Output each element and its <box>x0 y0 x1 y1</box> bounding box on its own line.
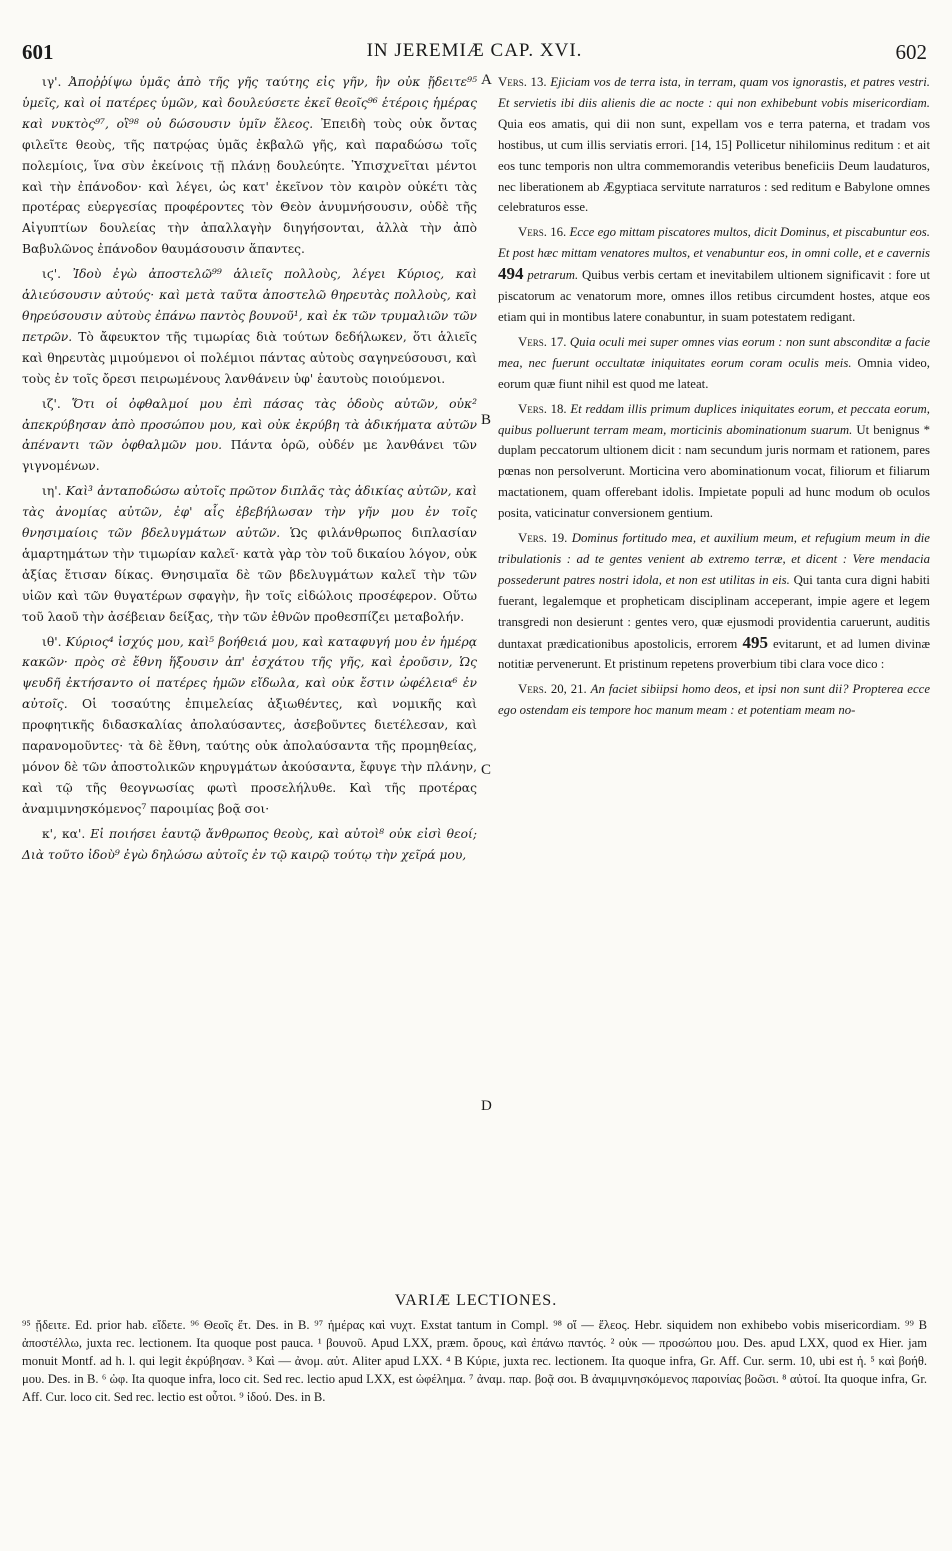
commentary: Πάντα ὁρῶ, οὐδέν με λανθάνει τῶν γιγνομένων. <box>22 438 477 474</box>
verse-text: Dominus fortitudo mea, et auxilium meum, et refugium meum in die tribulationis : ad te gentes venient ab extremo terræ, et dicent : Vere mendacia possederunt patres nostri idola, et non est utilitas in eis. <box>498 531 930 587</box>
variae-lectiones-notes: ⁹⁵ ᾔδειτε. Ed. prior hab. εἴδετε. ⁹⁶ Θεοῖς ἕτ. Des. in B. ⁹⁷ ἡμέρας καὶ νυχτ. Exstat tantum in Compl. ⁹⁸ οἵ — ἔλεος. Hebr. siquidem non exhibebo vobis misericordiam. ⁹⁹ B ἀποστέλλω, juxta rec. lectionem. Ita quoque post pauca. ¹ βουνοῦ. Apud LXX, præm. ὄρους, καὶ ἐπάνω παντός. ² οὐκ — προσώπου μου. Des. apud LXX, quod ex Hier. jam monuit Montf. ad h. l. qui legit ἐκρύβησαν. ³ Καὶ — ἀνομ. αὐτ. Aliter apud LXX. ⁴ B Κύριε, juxta rec. lectionem. Ita quoque infra, Gr. Aff. Cur. serm. 10, ubi est ἡ. ⁵ καὶ βοήθ. μου. Des. in B. ⁶ ὠφ. Ita quoque infra, loco cit. Sed rec. lectio apud LXX, est ὠφέλημα. ⁷ ἀναμ. παρ. βοᾷ σοι. B ἀναμιμνησκόμενος παροινίας βοῶσι. ⁸ αὐτοί. Ita quoque infra, Gr. Aff. Cur. loco cit. Sed rec. lectio est οὗτοι. ⁹ ἰδού. Des. in B. <box>22 1318 927 1404</box>
commentary: Qui tanta cura digni habiti fuerant, legalemque et propheticam disciplinam acceperant, impie agere et legem transgredi non desierunt : gentes vero, quæ ejusmodi providentia caruerunt, auditis duntaxat prædicationibus apostolicis, errorem <box>498 572 930 651</box>
margin-marker-c: C <box>481 762 492 778</box>
verse-text-end: petrarum. <box>527 268 579 283</box>
column-number: 495 <box>742 632 768 652</box>
verse-number: ιη'. <box>42 484 62 499</box>
latin-verse-16 <box>498 222 930 328</box>
margin-marker-d: D <box>481 1098 492 1114</box>
greek-column <box>22 72 477 870</box>
commentary: Οἱ τοσαύτης ἐπιμελείας ἀξιωθέντες, καὶ νομικῆς καὶ προφητικῆς διδασκαλίας ἀπολαύσαντες, ἀσεβοῦντες διετέλεσαν, καὶ παρανομοῦντες· τὰ δὲ ἔθνη, ταύτης οὐκ ἀπολαύσαντα τῆς προμηθείας, μόνον δὲ τῶν ἀποστολικῶν κηρυγμάτων ἀκούσαντα, ἔφυγε τὴν πλάνην, καὶ τῷ τῆς θεογνωσίας φωτὶ προσελήλυθε. Καὶ τῆς προτέρας ἀναμιμνησκόμενος⁷ παροιμίας βοᾷ σοι· <box>22 697 477 816</box>
commentary: Omnia video, eorum quæ fiunt nihil est quod me lateat. <box>498 355 930 391</box>
verse-number: ιζ'. <box>42 396 61 411</box>
commentary-end: evitarunt, et ad lumen divinæ notitiæ pervenerunt. Et pristinum repetens proverbium tibi clara voce dico : <box>498 636 930 672</box>
verse-text: Καὶ³ ἀνταποδώσω αὐτοῖς πρῶτον διπλᾶς τὰς ἀδικίας αὐτῶν, καὶ τὰς ἀνομίας αὐτῶν, ἐφ' αἷς ἐβεβήλωσαν τὴν γῆν μου ἐν τοῖς θνησιμαίοις τῶν βδελυγμάτων αὐτῶν. <box>22 484 477 541</box>
verse-text: Ejiciam vos de terra ista, in terram, quam vos ignorastis, et patres vestri. Et servietis ibi diis alienis die ac nocte : qui non exhibebunt vobis misericordiam. <box>498 75 930 110</box>
verse-label: Vers. 18. <box>518 401 567 416</box>
commentary: Ut benignus * duplam peccatorum ultionem dicit : nam secundum juris normam et rationem, pares pœnas non persolverunt. Morticina vero abominationum vocat, filiorum et filiarum mactationem, quam offerebant idolis. Impietate populi ad hunc modum ob oculos posita, vaticinatur conversionem gentium. <box>498 422 930 521</box>
verse-text: Ecce ego mittam piscatores multos, dicit Dominus, et piscabuntur eos. Et post hæc mittam venatores multos, et venabuntur eos, in omni colle, et e cavernis <box>498 225 930 261</box>
verse-text: Ἀποῤῥίψω ὑμᾶς ἀπὸ τῆς γῆς ταύτης εἰς γῆν, ἣν οὐκ ᾔδειτε⁹⁵ ὑμεῖς, καὶ οἱ πατέρες ὑμῶν, καὶ δουλεύσετε ἐκεῖ θεοῖς⁹⁶ ἑτέροις ἡμέρας καὶ νυκτὸς⁹⁷, οἳ⁹⁸ οὐ δώσουσιν ὑμῖν ἔλεος. <box>22 75 477 131</box>
latin-verse-18 <box>498 399 930 524</box>
commentary: Quibus verbis certam et inevitabilem ultionem significavit : fore ut piscatorum ac venatorum more, omnes illos retibus circumdent hostes, atque eos etiam qui in montibus latere conabuntur, in suam potestatem redigant. <box>498 268 931 324</box>
verse-number: ιγ'. <box>42 75 62 89</box>
verse-text: Εἰ ποιήσει ἑαυτῷ ἄνθρωπος θεοὺς, καὶ αὐτοὶ⁸ οὐκ εἰσὶ θεοί; Διὰ τοῦτο ἰδοὺ⁹ ἐγὼ δηλώσω αὐτοῖς ἐν τῷ καιρῷ τούτῳ τὴν χεῖρά μου, <box>22 826 477 862</box>
verse-text: An faciet sibiipsi homo deos, et ipsi non sunt dii? Propterea ecce ego ostendam eis tempore hoc manum meam : et potentiam meam no- <box>498 682 930 718</box>
verse-number: κ', κα'. <box>42 826 86 841</box>
greek-verse-16 <box>22 264 477 389</box>
commentary: Ὡς φιλάνθρωπος διπλασίαν ἁμαρτημάτων τὴν τιμωρίαν καλεῖ· κατὰ γὰρ τὸν τοῦ δικαίου λόγον, οὐκ ἀξίας ἔτισαν δίκας. Θνησιμαῖα δὲ τῶν βδελυγμάτων καλεῖ τὴν τῶν υἱῶν καὶ τῶν θυγατέρων σφαγὴν, ἣν τοῖς εἰδώλοις προσέφερον. Οὕτω τοῦ λαοῦ τὴν ἀσέβειαν δείξας, τὴν τῶν ἐθνῶν προθεσπίζει μεταβολήν. <box>22 526 477 624</box>
verse-label: Vers. 17. <box>518 334 567 349</box>
latin-column <box>498 72 930 725</box>
latin-verse-20 <box>498 679 930 721</box>
variae-lectiones-title: VARIÆ LECTIONES. <box>394 1292 558 1309</box>
column-number: 494 <box>498 264 524 284</box>
latin-verse-19 <box>498 528 930 675</box>
greek-verse-18 <box>22 481 477 627</box>
verse-text: Ἰδοὺ ἐγὼ ἀποστελῶ⁹⁹ ἁλιεῖς πολλοὺς, λέγει Κύριος, καὶ ἁλιεύσουσιν αὐτούς· καὶ μετὰ ταῦτα ἀποστελῶ θηρευτὰς πολλοὺς, καὶ θηρεύσουσιν αὐτοὺς ἐπάνω παντὸς βουνοῦ¹, καὶ ἐκ τῶν τρυμαλιῶν τῶν πετρῶν. <box>22 267 477 344</box>
verse-label: Vers. 19. <box>518 531 568 546</box>
greek-verse-17 <box>22 394 477 478</box>
page-number-right: 602 <box>895 40 927 64</box>
commentary: Ἐπειδὴ τοὺς οὐκ ὄντας φιλεῖτε θεοὺς, τῆς πατρῴας ὑμᾶς ἐκβαλῶ γῆς, καὶ παραδώσω τοῖς πολεμίοις, ἵνα σὺν ἐκείνοις τῇ πλάνῃ δουλεύητε. Ὑπισχνεῖται μέντοι καὶ τὴν ἐπάνοδον· καὶ λέγει, ὡς κατ' ἐκεῖνον τὸν καιρὸν οὐκέτι τὰς προτέρας εὐεργεσίας προφέροντες τὸν Θεὸν ἀνυμνήσουσιν, οὐδὲ τῆς Αἰγυπτίων δουλείας τὴν ἀπαλλαγὴν διηγήσονται, ἀλλὰ τὴν ἀπὸ Βαβυλῶνος ἐπάνοδον θαυμάσουσιν ἅπαντες. <box>22 116 477 257</box>
latin-verse-17 <box>498 332 930 395</box>
verse-text: Et reddam illis primum duplices iniquitates eorum, et peccata eorum, quibus polluerunt terram meam, morticinis abominationum suarum. <box>498 401 930 437</box>
verse-label: Vers. 20, 21. <box>518 682 587 697</box>
commentary: Quia eos amatis, qui dii non sunt, expellam vos e terra paterna, et tradam vos hostibus, ut cum illis serviatis errori. [14, 15] Pollicetur nihilominus reditum : et ait eos tunc temporis non ultra commemorandis veteribus beneficiis Deum laudaturos, nec liberationem ab Ægyptiaca servitute narraturos : sed reditum e Babylone omnes celebraturos esse. <box>498 116 930 215</box>
greek-verse-19 <box>22 632 477 820</box>
commentary: Τὸ ἄφευκτον τῆς τιμωρίας διὰ τούτων δεδήλωκεν, ὅτι ἁλιεῖς καὶ θηρευτὰς μιμούμενοι οἱ πολέμιοι πάντας αὐτοὺς σαγηνεύσουσι, καὶ τοὺς ἐν τοῖς ὄρεσι πειρωμένους λανθάνειν ὑφ' ἑαυτοὺς ποιούμενοι. <box>22 329 477 386</box>
running-title: IN JEREMIÆ CAP. XVI. <box>366 40 583 61</box>
margin-marker-a: A <box>481 72 492 88</box>
margin-marker-b: B <box>481 412 492 428</box>
page-number-left: 601 <box>22 40 54 64</box>
verse-label: Vers. 13. <box>498 75 547 89</box>
verse-text: Quia oculi mei super omnes vias eorum : non sunt absconditæ a facie mea, nec fuerunt occultatæ iniquitates eorum coram oculis meis. <box>498 334 930 370</box>
verse-text: Κύριος⁴ ἰσχύς μου, καὶ⁵ βοήθειά μου, καὶ καταφυγή μου ἐν ἡμέρᾳ κακῶν· πρὸς σὲ ἔθνη ἥξουσιν ἀπ' ἐσχάτου τῆς γῆς, καὶ ἐροῦσιν, Ὡς ψευδῆ ἐκτήσαντο οἱ πατέρες ἡμῶν εἴδωλα, καὶ οὐκ ἔστιν ὠφέλεια⁶ ἐν αὐτοῖς. <box>22 634 477 712</box>
verse-label: Vers. 16. <box>518 225 567 240</box>
verse-number: ιθ'. <box>42 634 62 649</box>
page-header <box>22 40 927 68</box>
latin-verse-13 <box>498 72 930 218</box>
verse-text: Ὅτι οἱ ὀφθαλμοί μου ἐπὶ πάσας τὰς ὁδοὺς αὐτῶν, οὐκ² ἀπεκρύβησαν ἀπὸ προσώπου μου, καὶ οὐκ ἐκρύβη τὰ ἀδικήματα αὐτῶν ἀπέναντι τῶν ὀφθαλμῶν μου. <box>22 396 477 453</box>
greek-verse-13 <box>22 72 477 260</box>
verse-number: ιϛ'. <box>42 267 61 282</box>
greek-verse-20 <box>22 824 477 866</box>
